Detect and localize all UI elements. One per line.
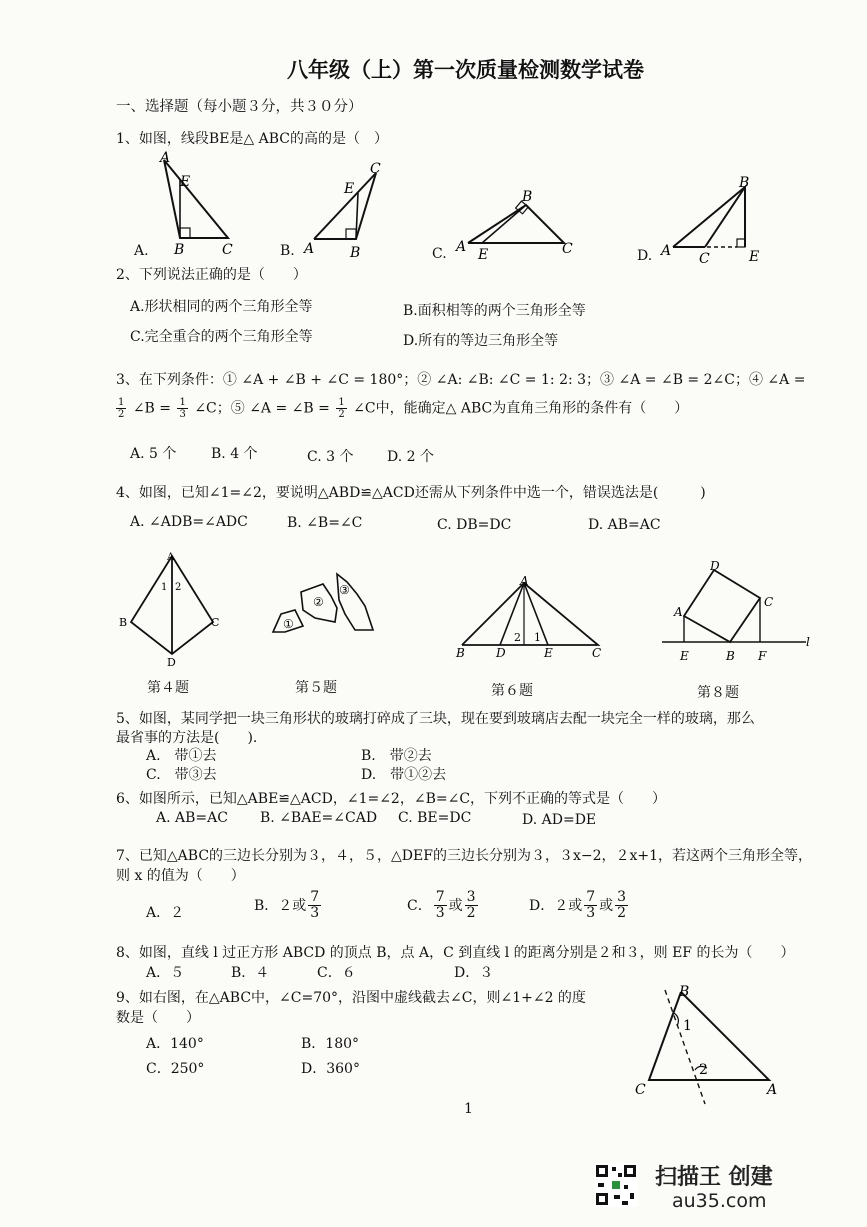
q5-option-c: C. 带③去 bbox=[146, 767, 217, 783]
q7-line2: 则 x 的值为（ ） bbox=[116, 868, 245, 884]
q6-stem: 6、如图所示，已知△ABE≌△ACD，∠1=∠2，∠B=∠C，下列不正确的等式是（ ） bbox=[116, 791, 667, 807]
svg-text:B: B bbox=[726, 649, 735, 663]
q2-option-c: C.完全重合的两个三角形全等 bbox=[130, 329, 313, 345]
q4-option-b: B. ∠B=∠C bbox=[287, 515, 363, 531]
q9-option-c: C．250° bbox=[146, 1061, 205, 1077]
svg-text:B: B bbox=[739, 175, 750, 191]
q3-fraction-third: $\frac{1}{3}$ bbox=[179, 397, 186, 420]
svg-text:③: ③ bbox=[339, 583, 350, 597]
svg-text:A: A bbox=[304, 241, 315, 257]
svg-text:B: B bbox=[174, 242, 185, 258]
q1-figure-c bbox=[450, 185, 590, 269]
q1-figure-d bbox=[655, 175, 775, 274]
q9-option-d: D．360° bbox=[301, 1061, 360, 1077]
figure-q5 bbox=[265, 570, 390, 649]
q1-stem: 1、如图，线段BE是△ ABC的高的是（ ） bbox=[116, 131, 389, 147]
svg-text:C: C bbox=[211, 616, 220, 629]
q5-option-b: B. 带②去 bbox=[361, 748, 432, 764]
svg-text:①: ① bbox=[283, 617, 294, 631]
q8-option-d: D．３ bbox=[454, 965, 494, 981]
q7-line1: 7、已知△ABC的三边长分别为３，４，５，△DEF的三边长分别为３，３x−2，２x+1，若这两个三角形全等， bbox=[116, 848, 813, 864]
svg-text:A: A bbox=[456, 239, 467, 255]
svg-text:E: E bbox=[180, 174, 191, 190]
svg-text:A: A bbox=[661, 243, 672, 259]
svg-text:E: E bbox=[749, 249, 760, 265]
svg-text:1: 1 bbox=[534, 631, 541, 644]
page-title: 八年级（上）第一次质量检测数学试卷 bbox=[287, 58, 644, 82]
q3-option-a: A. 5 个 bbox=[130, 446, 177, 462]
q1-option-b: B. bbox=[280, 243, 295, 259]
q7-option-d: D．２或 $\frac{7}{3}$ 或 $\frac{3}{2}$ bbox=[529, 889, 627, 922]
q8-stem: 8、如图，直线 l 过正方形 ABCD 的顶点 B，点 A，C 到直线 l 的距离分别是２和３，则 EF 的长为（ ） bbox=[116, 945, 795, 961]
figure-q6 bbox=[452, 575, 612, 664]
q2-option-a: A.形状相同的两个三角形全等 bbox=[130, 299, 313, 315]
watermark-brand: 扫描王 创建 bbox=[655, 1165, 773, 1190]
svg-text:C: C bbox=[370, 161, 381, 177]
q9-option-a: A．140° bbox=[146, 1036, 204, 1052]
svg-text:A: A bbox=[167, 552, 175, 563]
q4-option-a: A. ∠ADB=∠ADC bbox=[130, 514, 248, 530]
figure-q9 bbox=[625, 980, 790, 1112]
q8-option-c: C．６ bbox=[317, 965, 356, 981]
q5-line1: 5、如图，某同学把一块三角形状的玻璃打碎成了三块，现在要到玻璃店去配一块完全一样的玻璃，那么 bbox=[116, 711, 755, 727]
svg-text:D: D bbox=[167, 656, 176, 668]
svg-text:B: B bbox=[456, 646, 465, 660]
q1-option-a: A. bbox=[134, 243, 149, 259]
q8-option-b: B．４ bbox=[231, 965, 270, 981]
q2-option-b: B.面积相等的两个三角形全等 bbox=[403, 303, 586, 319]
q3-option-b: B. 4 个 bbox=[211, 446, 258, 462]
q2-stem: 2、下列说法正确的是（ ） bbox=[116, 267, 307, 283]
q9-line1: 9、如右图，在△ABC中，∠C=70°，沿图中虚线截去∠C，则∠1+∠2 的度 bbox=[116, 990, 586, 1006]
q3-option-d: D. 2 个 bbox=[387, 449, 434, 465]
q3-fraction-half: $\frac{1}{2}$ bbox=[118, 397, 125, 420]
svg-text:②: ② bbox=[313, 595, 324, 609]
caption-q5: 第５题 bbox=[295, 680, 337, 696]
svg-text:1: 1 bbox=[683, 1018, 692, 1034]
q8-option-a: A．５ bbox=[146, 965, 185, 981]
q1-option-d: D. bbox=[637, 248, 653, 264]
svg-text:E: E bbox=[478, 247, 489, 263]
q3-fraction-half-2: $\frac{1}{2}$ bbox=[338, 397, 345, 420]
svg-text:B: B bbox=[522, 189, 533, 205]
svg-text:E: E bbox=[680, 649, 689, 663]
q5-line2: 最省事的方法是( ). bbox=[116, 730, 258, 746]
q9-line2: 数是（ ） bbox=[116, 1010, 200, 1026]
svg-text:D: D bbox=[710, 559, 720, 573]
svg-text:D: D bbox=[496, 646, 506, 660]
svg-text:B: B bbox=[119, 616, 128, 629]
section-heading: 一、选择题（每小题３分，共３０分） bbox=[116, 99, 363, 115]
svg-text:A: A bbox=[674, 605, 683, 619]
figure-q4 bbox=[115, 548, 225, 672]
q4-stem: 4、如图，已知∠1=∠2，要说明△ABD≌△ACD还需从下列条件中选一个，错误选法是( ) bbox=[116, 485, 706, 501]
svg-text:l: l bbox=[806, 635, 810, 649]
q7-option-c: C． $\frac{7}{3}$ 或 $\frac{3}{2}$ bbox=[407, 889, 476, 922]
q6-option-c: C. BE=DC bbox=[398, 810, 472, 826]
svg-text:C: C bbox=[222, 242, 233, 258]
svg-text:C: C bbox=[562, 241, 573, 257]
svg-text:E: E bbox=[544, 646, 553, 660]
watermark-url: au35.com bbox=[672, 1190, 767, 1212]
q6-option-d: D. AD=DE bbox=[522, 812, 597, 828]
svg-text:F: F bbox=[758, 649, 767, 663]
q6-option-a: A. AB=AC bbox=[156, 810, 228, 826]
qr-code-icon bbox=[594, 1163, 638, 1211]
caption-q8: 第８题 bbox=[697, 685, 739, 701]
q1-option-c: C. bbox=[432, 246, 447, 262]
svg-text:C: C bbox=[764, 595, 774, 609]
figure-q8 bbox=[660, 558, 820, 672]
svg-text:2: 2 bbox=[514, 631, 521, 644]
q9-option-b: B．180° bbox=[301, 1036, 360, 1052]
svg-text:C: C bbox=[699, 251, 710, 267]
svg-text:B: B bbox=[350, 245, 361, 261]
q5-option-a: A. 带①去 bbox=[146, 748, 217, 764]
svg-text:2: 2 bbox=[699, 1062, 708, 1078]
q7-option-b: B．２或 $\frac{7}{3}$ bbox=[254, 889, 320, 922]
svg-text:C: C bbox=[592, 646, 602, 660]
svg-text:2: 2 bbox=[175, 582, 182, 593]
page-number: 1 bbox=[464, 1101, 473, 1117]
svg-text:A: A bbox=[160, 150, 171, 166]
q6-option-b: B. ∠BAE=∠CAD bbox=[260, 810, 378, 826]
svg-text:A: A bbox=[520, 575, 529, 588]
q7-option-a: A．２ bbox=[146, 905, 185, 921]
q4-option-d: D. AB=AC bbox=[588, 517, 661, 533]
q2-option-d: D.所有的等边三角形全等 bbox=[403, 333, 559, 349]
svg-text:E: E bbox=[344, 181, 355, 197]
svg-text:B: B bbox=[679, 984, 690, 1000]
q5-option-d: D. 带①②去 bbox=[361, 767, 447, 783]
svg-text:1: 1 bbox=[161, 582, 168, 593]
caption-q6: 第６题 bbox=[491, 683, 533, 699]
caption-q4: 第４题 bbox=[147, 680, 189, 696]
q3-line1: 3、在下列条件：① ∠A + ∠B + ∠C = 180°；② ∠A: ∠B: ∠C = 1: 2: 3；③ ∠A = ∠B = 2∠C；④ ∠A = bbox=[116, 372, 806, 388]
q1-figure-b bbox=[290, 155, 400, 269]
q3-option-c: C. 3 个 bbox=[307, 449, 354, 465]
svg-text:A: A bbox=[767, 1082, 778, 1098]
q4-option-c: C. DB=DC bbox=[437, 517, 512, 533]
q3-line2: $\frac{1}{2}$ ∠B = $\frac{1}{3}$ ∠C；⑤ ∠A = ∠B = $\frac{1}{2}$ ∠C中，能确定△ ABC为直角三角形的条件有（ ） bbox=[118, 397, 689, 420]
svg-text:C: C bbox=[635, 1082, 646, 1098]
